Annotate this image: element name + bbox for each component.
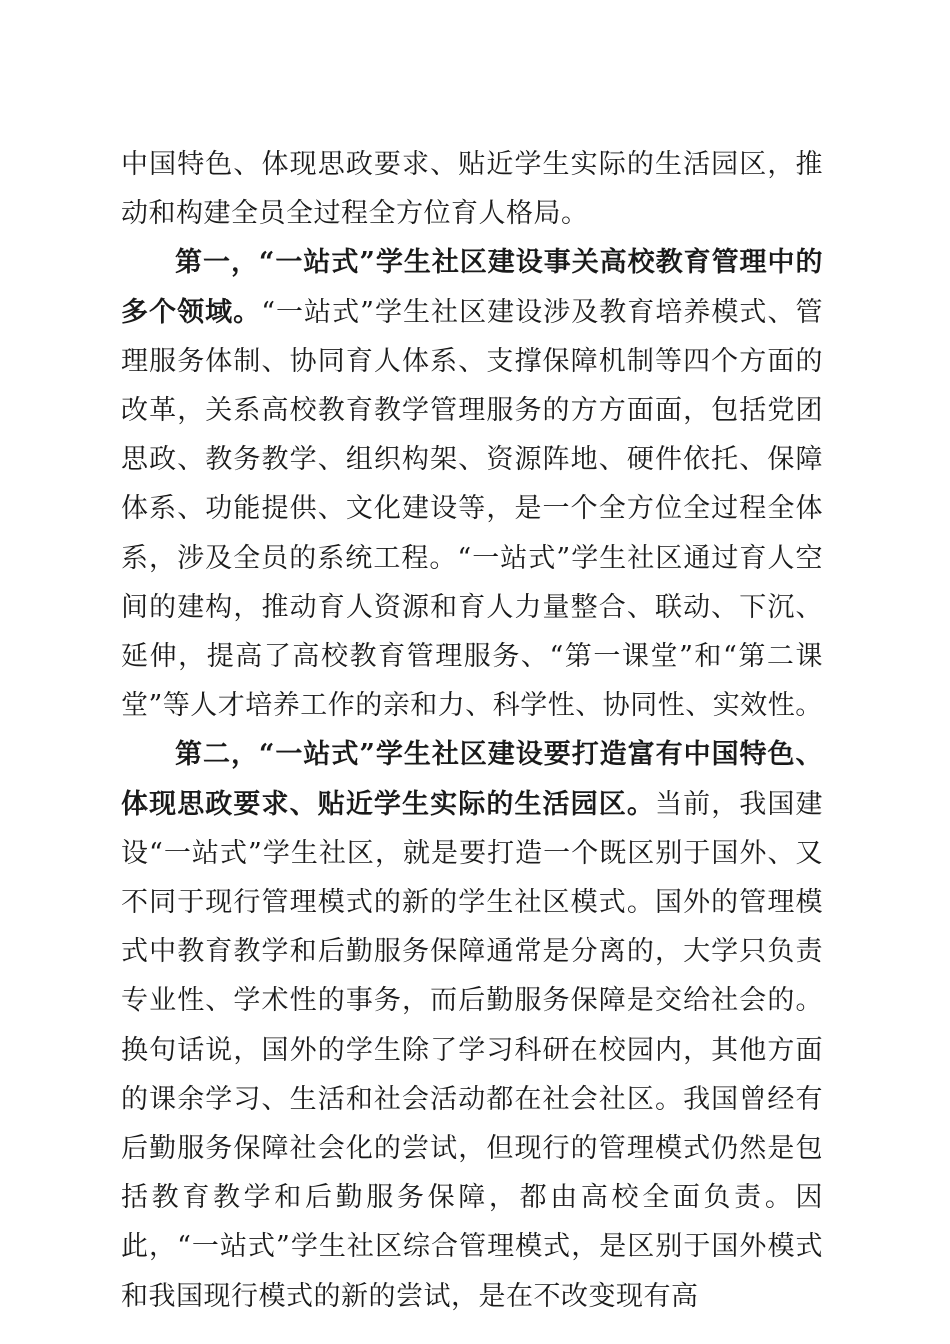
document-body [121, 140, 823, 1321]
paragraph-body-text: “一站式”学生社区建设涉及教育培养模式、管理服务体制、协同育人体系、支撑保障机制等四个方面的改革，关系高校教育教学管理服务的方方面面，包括党团思政、教务教学、组织构架、资源阵地、硬件依托、保障体系、功能提供、文化建设等，是一个全方位全过程全体系，涉及全员的系统工程。“一站式”学生社区通过育人空间的建构，推动育人资源和育人力量整合、联动、下沉、延伸，提高了高校教育管理服务、“第一课堂”和“第二课堂”等人才培养工作的亲和力、科学性、协同性、实效性。 [121, 296, 824, 722]
paragraph-second-point [121, 730, 823, 1320]
paragraph-lead-sentence: 第一，“一站式”学生社区建设事关高校教育管理中的多个领域。 [121, 247, 823, 328]
paragraph-continuation: 中国特色、体现思政要求、贴近学生实际的生活园区，推动和构建全员全过程全方位育人格局。 [121, 149, 823, 230]
paragraph-body-text: 当前，我国建设“一站式”学生社区，就是要打造一个既区别于国外、又不同于现行管理模式的新的学生社区模式。国外的管理模式中教育教学和后勤服务保障通常是分离的，大学只负责专业性、学术性的事务，而后勤服务保障是交给社会的。换句话说，国外的学生除了学习科研在校园内，其他方面的课余学习、生活和社会活动都在社会社区。我国曾经有后勤服务保障社会化的尝试，但现行的管理模式仍然是包括教育教学和后勤服务保障，都由高校全面负责。因此，“一站式”学生社区综合管理模式，是区别于国外模式和我国现行模式的新的尝试，是在不改变现有高 [121, 788, 824, 1312]
paragraph-lead-sentence: 第二，“一站式”学生社区建设要打造富有中国特色、体现思政要求、贴近学生实际的生活园区。 [121, 739, 823, 820]
paragraph-first-point [121, 238, 823, 730]
